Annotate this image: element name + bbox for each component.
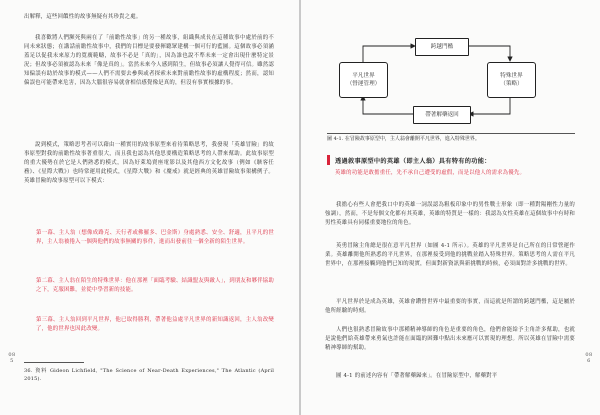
red-paragraph: 第三幕、主人翁回到平凡世界，他已取得勝利，帶著他益處平凡世界的新知識返回，主人翁改變了，他的世界也因此改變。 (36, 317, 274, 333)
ordinary-world-box (339, 62, 388, 98)
paragraph: 出解釋，這些回饋性的故事無疑有其珍貴之處。 (24, 14, 142, 20)
paragraph: 英勇冒險主角總是很在意平凡世界（如圖 4-1 所示）。英雄的平凡世界是自己所在的日常營運作業。英雄離開他所熟悉的平凡世界，在那裡接受到他的挑戰並踏入特殊世界。策略思考的人需在平凡世界中，在那裡接觸到他們已知的現實，但面對新資訊與新挑戰的時候，必須面對許多挑戰的世界。 (325, 243, 575, 268)
paragraph: 我喜歡將人們瀕死與兩在了「前瞻性故事」的另一種故事，組織與成長在這種故事中處於前的不同未來狀態；在講話前瞻性故事中，我們的目標是要發揮聽眾建構一個可行的藍圖。這個故事必須涵蓋足以促我未來原力的寬廣範疇，故事不必是「真的」，因為誰也說不準未來一定會出現什麼特定景況；但故事必須被認為未來「像是真的」。當然未來今人感到陌生，但故事必須讓人覺得可信。雖然認知偏誤有助於故事的模式——人們不需要去參與或者探索未來對前瞻性故事的虛構程度；然而，認知偏誤也可能帶來危害，因為大腦很容易就會相信感覺像是真的，但沒有事實根據的事。 (24, 35, 274, 87)
ordinary-world-label: 平凡世界 (352, 73, 375, 79)
cross-threshold-label: 跨越門檻 (430, 44, 454, 50)
section-title: 透過敘事原型中的英雄（即主人翁）具有特有的功能： (335, 158, 491, 165)
cross-threshold-box (415, 38, 469, 56)
diagram-rule (327, 133, 575, 134)
left-page (0, 0, 299, 415)
special-world-label: 特殊世界 (500, 73, 523, 79)
paragraph: 人們也很熟悉冒險故事中那種精神導師的角色是重要的角色，他們會能給予主角許多幫助，也就是說他們給英雄帶來勇氣也許能在面臨的困難中點出未來應可以實現的理想。所以英雄在冒險中需要精神導師的幫助。 (325, 327, 575, 352)
arrow-to-ordinary (363, 96, 413, 114)
arrow-return (469, 98, 510, 114)
page-number: 086 (585, 352, 593, 364)
return-with-elixir-box (413, 106, 471, 124)
return-with-elixir-label: 帶著解藥返回 (425, 112, 459, 118)
footnote-rule (24, 362, 84, 363)
paragraph: 我擔心有些人會把我口中的英雄一詞誤認為粗板印象中的男性戰士形象（即一種對陽剛性力量的強調），然而，不是每個文化都有其英雄，英雄的特質是一樣的：我認為女性英雄在這個故事中有時和男性英雄具有同樣重要地位的角色。 (325, 202, 575, 227)
red-paragraph: 第二幕、主人翁在陌生的特殊世界：他在那裡「面臨考驗、結識盟友與敵人」，到朋友和夥伴協助之下，克服困難，並從中學習新的技能。 (36, 278, 274, 294)
red-paragraph: 第一幕、主人翁（想像成路克、天行者或佛羅多、巴金斯）身處熟悉、安全、舒適，且平凡的世界，主人翁被捲入一個與他們的故事無關的事件，進而出發前往一個全新的陌生世界。 (36, 230, 274, 246)
special-world-sublabel: （策略） (500, 81, 523, 87)
page-number: 085 (8, 352, 16, 364)
paragraph: 平凡世界於是成為英雄，英雄會鑽營世界中最重要的事實，而這就是所謂的跨越門檻，這是屬於他所經驗的時刻。 (325, 299, 575, 315)
ordinary-world-sublabel: （營運管理） (346, 81, 381, 87)
paragraph: 圖 4-1 的前述內容有「帶著解藥歸來」。在冒險原型中，解藥對平 (336, 373, 498, 379)
red-intro: 英雄的功能是敢擔重任，先不承自己遭受的虛假，而是以他人的需求為優先。 (335, 170, 526, 176)
right-page (301, 0, 600, 415)
special-world-box (487, 62, 536, 98)
arrow-to-special (467, 46, 510, 61)
section-accent-bar (327, 155, 330, 165)
figure-caption: 圖 4-1. 在冒險故事原型中，主人翁會離開平凡世界，進入特殊世界。 (327, 136, 480, 142)
footnote: 36. 資料 Gideon Lichfield, "The Science of Near-Death Experiences," The Atlantic (April 2015). (24, 368, 274, 382)
paragraph: 說到模式，策略思考者可以藉由一種實用的故事原型來看待策略思考，我發現「英雄冒險」的故事原型對我的前瞻性故事著重很大，而且我也認為其他思要構造策略思考的人帶來幫助。此故事原型的重大優勢在於它是人們熟悉的模式，因為好萊塢賣座電影以及其他西方文化故事（例如《駭客任務》、《星際大戰》）也時常運用此模式，《星際大戰》和《魔戒》就是經典的英雄冒險故事架構例子。英雄冒險的故事原型可以下模式： (24, 142, 274, 185)
